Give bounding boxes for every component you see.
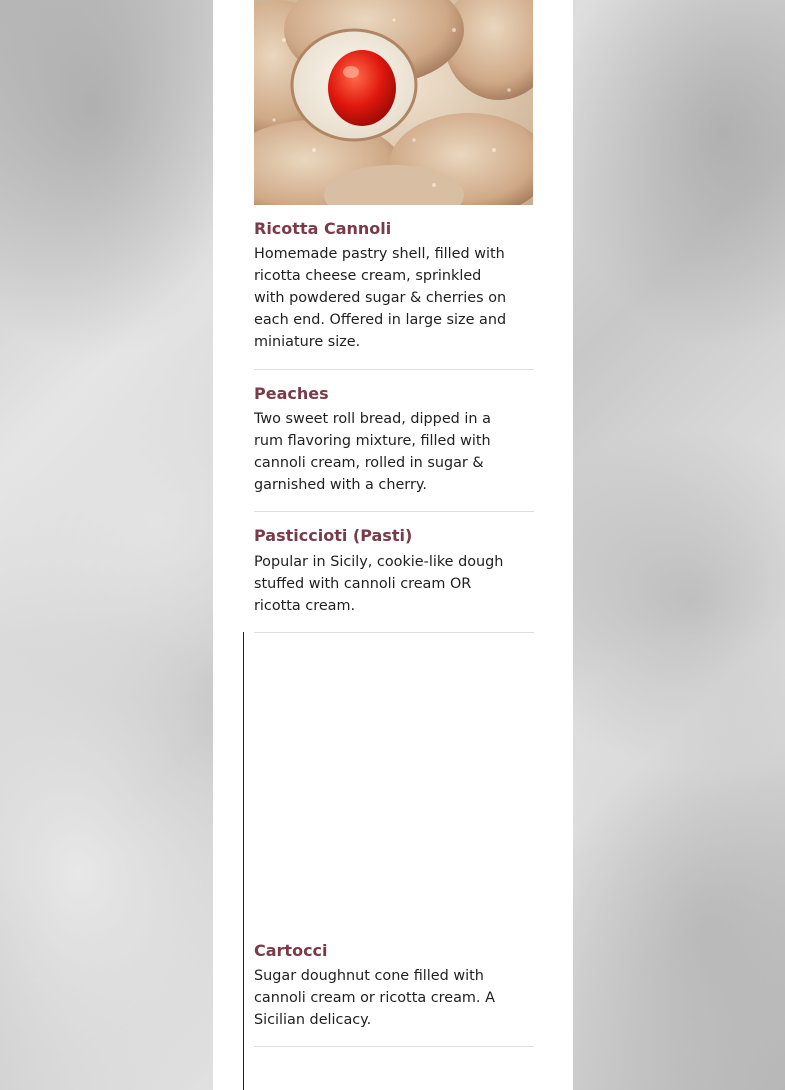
separator xyxy=(254,511,534,512)
menu-item xyxy=(254,219,534,353)
item-description: Sugar doughnut cone filled with cannoli cream or ricotta cream. A Sicilian delicacy. xyxy=(254,968,495,1028)
menu-item xyxy=(254,941,534,1031)
item-title: Pasticcioti (Pasti) xyxy=(254,526,413,545)
ricotta-cannoli-photo xyxy=(254,0,533,205)
menu-item xyxy=(254,384,534,496)
item-description: Two sweet roll bread, dipped in a rum flavoring mixture, filled with cannoli cream, rolled in sugar & garnished with a cherry. xyxy=(254,411,491,493)
separator xyxy=(254,369,534,370)
separator xyxy=(254,1046,534,1047)
item-title: Ricotta Cannoli xyxy=(254,219,392,238)
item-description: Popular in Sicily, cookie-like dough stuffed with cannoli cream OR ricotta cream. xyxy=(254,554,504,614)
item-description: Homemade pastry shell, filled with ricotta cheese cream, sprinkled with powdered sugar & cherries on each end. Offered in large size and miniature size. xyxy=(254,246,507,350)
menu-item xyxy=(254,526,534,617)
left-border-line xyxy=(243,632,244,1090)
item-title: Cartocci xyxy=(254,941,328,960)
separator xyxy=(254,632,534,633)
item-title: Peaches xyxy=(254,384,329,403)
